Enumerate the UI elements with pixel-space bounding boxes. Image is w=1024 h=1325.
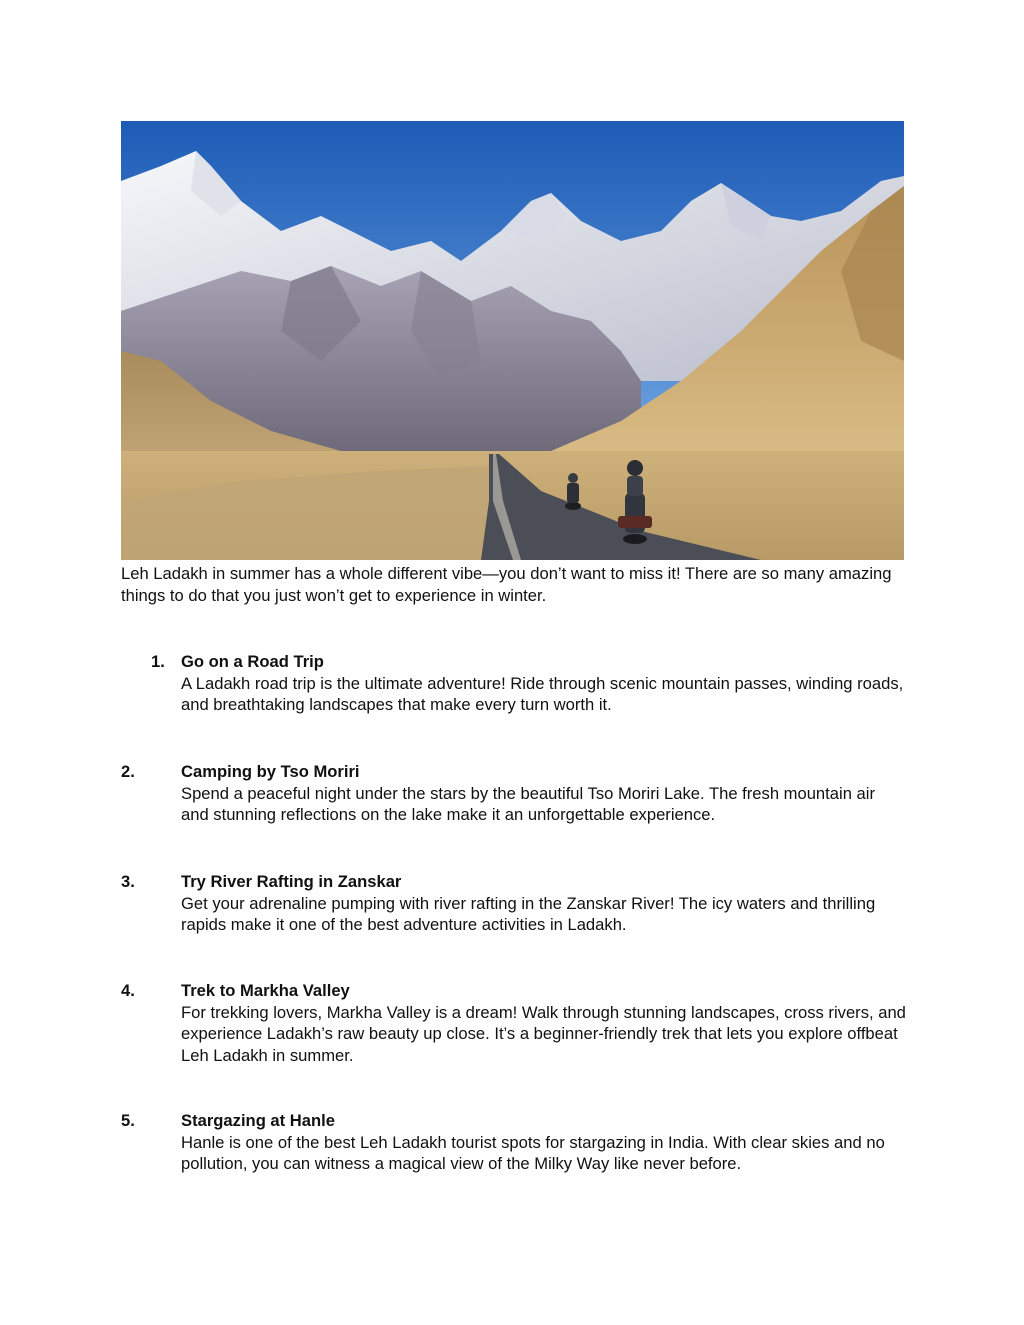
activity-title: Go on a Road Trip — [181, 652, 324, 671]
activity-body — [181, 871, 906, 936]
hero-image — [121, 121, 904, 560]
activity-title: Camping by Tso Moriri — [181, 762, 360, 781]
activity-number: 3. — [121, 872, 135, 891]
intro-paragraph: Leh Ladakh in summer has a whole different vibe—you don’t want to miss it! There are so many amazing things to do that you just won’t get to experience in winter. — [121, 564, 892, 605]
activity-description: For trekking lovers, Markha Valley is a dream! Walk through stunning landscapes, cross rivers, and experience Ladakh’s raw beauty up close. It’s a beginner-friendly trek that lets you explore offbeat Leh Ladakh in summer. — [181, 1002, 906, 1065]
activity-number: 5. — [121, 1111, 135, 1130]
activity-number: 2. — [121, 762, 135, 781]
activity-body — [181, 1110, 906, 1175]
activity-description: Hanle is one of the best Leh Ladakh tourist spots for stargazing in India. With clear skies and no pollution, you can witness a magical view of the Milky Way like never before. — [181, 1132, 885, 1173]
activity-title: Try River Rafting in Zanskar — [181, 872, 402, 891]
activity-number: 1. — [151, 652, 165, 671]
activity-title: Stargazing at Hanle — [181, 1111, 335, 1130]
activity-description: Get your adrenaline pumping with river rafting in the Zanskar River! The icy waters and thrilling rapids make it one of the best adventure activities in Ladakh. — [181, 893, 876, 934]
activity-number: 4. — [121, 981, 135, 1000]
mountain-road-illustration — [121, 121, 904, 560]
activity-description: A Ladakh road trip is the ultimate adventure! Ride through scenic mountain passes, winding roads, and breathtaking landscapes that make every turn worth it. — [181, 673, 904, 714]
activity-body — [181, 761, 906, 826]
activity-body — [181, 651, 906, 716]
activity-title: Trek to Markha Valley — [181, 981, 350, 1000]
activity-description: Spend a peaceful night under the stars by the beautiful Tso Moriri Lake. The fresh mountain air and stunning reflections on the lake make it an unforgettable experience. — [181, 783, 875, 824]
activity-body — [181, 980, 906, 1066]
